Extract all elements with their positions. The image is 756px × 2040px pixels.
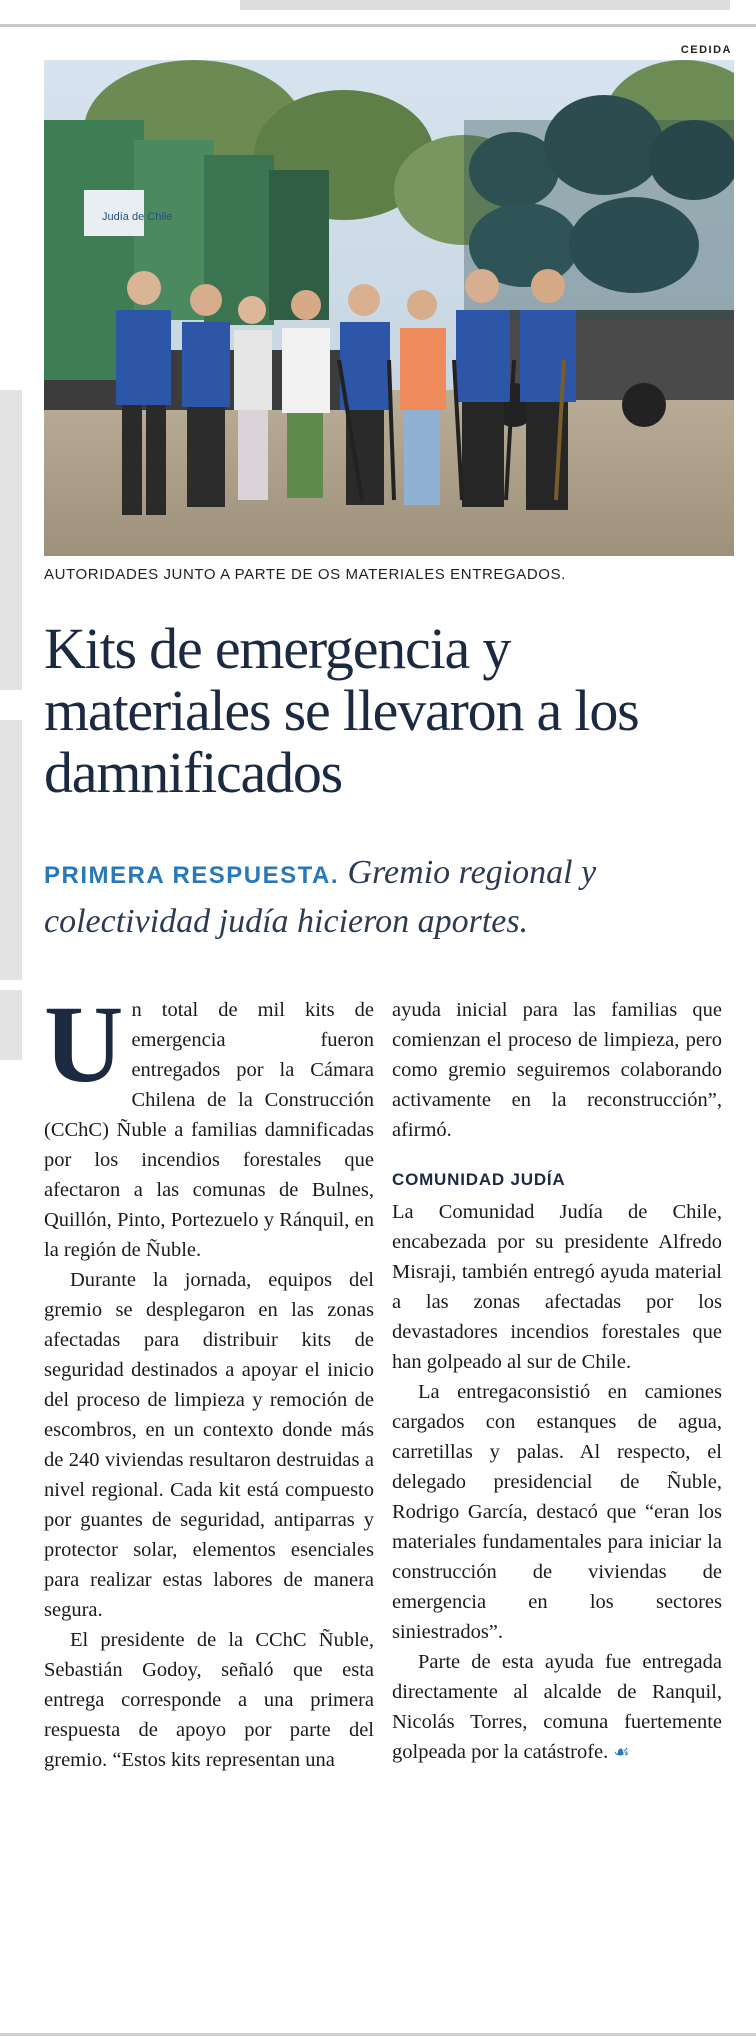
body-paragraph: La entregaconsistió en camiones cargados con estanques de agua, carretillas y palas. Al respecto, el delegado presidencial de Ñuble, Rodrigo García, destacó que “eran los materiales fundamentales para iniciar la construcción de viviendas de emergencia en los sectores siniestrados”.: [392, 1381, 722, 1643]
footer-rule: [0, 2033, 756, 2036]
end-mark-icon: ☙: [613, 1742, 630, 1763]
body-paragraph: [44, 983, 374, 1265]
article-deck: [44, 850, 744, 945]
photo-caption: AUTORIDADES JUNTO A PARTE DE OS MATERIALES ENTREGADOS.: [44, 566, 566, 583]
header-strip: [240, 0, 730, 10]
body-paragraph-text: Parte de esta ayuda fue entregada directamente al alcalde de Ranquil, Nicolás Torres, comuna fuertemente golpeada por la catástrofe.: [392, 1651, 722, 1763]
body-column-right: [392, 995, 722, 1768]
photo-illustration: [44, 60, 734, 556]
drop-cap: U: [44, 983, 124, 1105]
tank-label: Judía de Chile: [102, 211, 173, 223]
header-rule: [0, 24, 756, 27]
deck-text: Gremio regional y colectividad judía hicieron aportes.: [44, 854, 597, 940]
article-photo: [44, 60, 734, 556]
body-paragraph: El presidente de la CChC Ñuble, Sebastián Godoy, señaló que esta entrega corresponde a una primera respuesta de apoyo por parte del gremio. “Estos kits representan una: [44, 1629, 374, 1771]
body-paragraph-text: n total de mil kits de emergencia fueron entregados por la Cámara Chilena de la Construcción (CChC) Ñuble a familias damnificadas por los incendios forestales que afectaron a las comunas de Bulnes, Quillón, Pinto, Portezuelo y Ránquil, en la región de Ñuble.: [44, 999, 374, 1261]
body-paragraph: ayuda inicial para las familias que comienzan el proceso de limpieza, pero como gremio seguiremos colaborando activamente en la reconstrucción”, afirmó.: [392, 999, 722, 1141]
body-paragraph: Durante la jornada, equipos del gremio se desplegaron en las zonas afectadas para distribuir kits de seguridad destinados a apoyar el inicio del proceso de limpieza y remoción de escombros, en un contexto donde más de 240 viviendas resultaron destruidas a nivel regional. Cada kit está compuesto por guantes de seguridad, antiparras y protector solar, elementos esenciales para realizar estas labores de manera segura.: [44, 1269, 374, 1621]
body-paragraph: La Comunidad Judía de Chile, encabezada por su presidente Alfredo Misraji, también entregó ayuda material a las zonas afectadas por los devastadores incendios forestales que han golpeado al sur de Chile.: [392, 1201, 722, 1373]
body-paragraph: [392, 1647, 722, 1768]
adjacent-column-edge: [0, 60, 28, 2040]
article-headline: Kits de emergencia y materiales se llevaron a los damnificados: [44, 616, 639, 805]
body-column-left: [44, 983, 374, 1775]
section-subhead: COMUNIDAD JUDÍA: [392, 1170, 566, 1189]
photo-credit: CEDIDA: [680, 44, 732, 56]
deck-kicker: PRIMERA RESPUESTA.: [44, 862, 340, 889]
